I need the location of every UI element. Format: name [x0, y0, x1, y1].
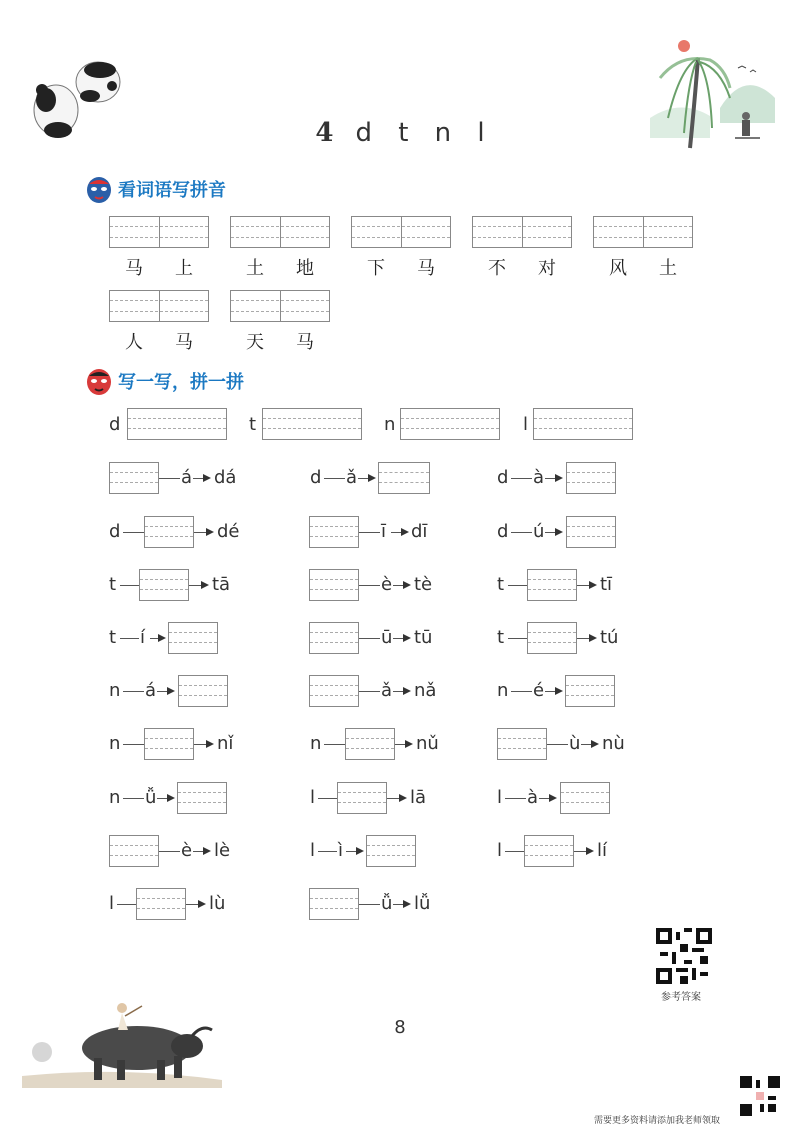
page-number: 8	[394, 1017, 406, 1038]
syllable-part: ǚ	[381, 893, 393, 914]
syllable-part: í	[140, 627, 146, 648]
syllable-part: d	[497, 521, 509, 542]
arrow-icon	[403, 687, 411, 695]
syllable-part: t	[109, 574, 117, 595]
syllable-part: ì	[338, 840, 344, 861]
syllable-part: ǎ	[346, 467, 358, 488]
syllable-result: tū	[414, 627, 433, 648]
syllable-result: lù	[209, 893, 226, 914]
arrow-icon	[158, 634, 166, 642]
syllable-result: dá	[214, 467, 237, 488]
answer-box[interactable]	[309, 622, 359, 654]
answer-label: 参考答案	[661, 992, 701, 1003]
syllable-part: è	[181, 840, 193, 861]
answer-box[interactable]	[378, 462, 430, 494]
pinyin-writing-box[interactable]	[593, 216, 693, 248]
syllable-result: lǚ	[414, 893, 431, 914]
syllable-part: d	[109, 521, 121, 542]
arrow-icon	[589, 581, 597, 589]
syllable-part: à	[527, 787, 539, 808]
syllable-result: nǔ	[416, 733, 439, 754]
word-label: 风 土	[609, 258, 677, 279]
pinyin-writing-box[interactable]	[230, 216, 330, 248]
arrow-icon	[356, 847, 364, 855]
syllable-part: l	[109, 893, 115, 914]
syllable-result: dī	[411, 521, 428, 542]
syllable-part: n	[109, 787, 121, 808]
arrow-icon	[403, 900, 411, 908]
syllable-part: n	[109, 680, 121, 701]
answer-box[interactable]	[497, 728, 547, 760]
syllable-part: ù	[569, 733, 581, 754]
lesson-letters: d t n l	[355, 118, 485, 148]
word-label: 天 马	[246, 332, 314, 353]
letter-d: d	[109, 414, 121, 435]
section-title-1: 看词语写拼音	[118, 180, 226, 201]
answer-box[interactable]	[144, 516, 194, 548]
syllable-part: l	[497, 840, 503, 861]
section-header-2	[86, 366, 244, 396]
syllable-result: tú	[600, 627, 619, 648]
ox-rider-illustration	[22, 996, 222, 1088]
answer-box[interactable]	[337, 782, 387, 814]
syllable-part: è	[381, 574, 393, 595]
syllable-part: ū	[381, 627, 393, 648]
syllable-part: ī	[381, 521, 387, 542]
answer-box[interactable]	[566, 462, 616, 494]
answer-box[interactable]	[309, 569, 359, 601]
section-title-2: 写一写，拼一拼	[118, 372, 244, 393]
answer-box[interactable]	[366, 835, 416, 867]
section-header-1	[86, 174, 226, 204]
syllable-result: nǐ	[217, 733, 234, 754]
word-label: 马 上	[125, 258, 193, 279]
arrow-icon	[399, 794, 407, 802]
letter-n: n	[384, 414, 396, 435]
lesson-number: 4	[315, 118, 334, 148]
letter-t: t	[249, 414, 257, 435]
syllable-result: dé	[217, 521, 240, 542]
answer-qr-code[interactable]	[656, 928, 712, 984]
arrow-icon	[555, 528, 563, 536]
syllable-part: ǎ	[381, 680, 393, 701]
arrow-icon	[167, 794, 175, 802]
pinyin-writing-box[interactable]	[230, 290, 330, 322]
answer-box[interactable]	[109, 462, 159, 494]
syllable-part: d	[497, 467, 509, 488]
word-label: 土 地	[246, 258, 314, 279]
syllable-result: tā	[212, 574, 231, 595]
arrow-icon	[555, 687, 563, 695]
teacher-contact-qr-code[interactable]	[740, 1076, 780, 1116]
arrow-icon	[555, 474, 563, 482]
syllable-part: l	[310, 840, 316, 861]
syllable-result: lā	[410, 787, 427, 808]
answer-box[interactable]	[527, 569, 577, 601]
syllable-part: à	[533, 467, 545, 488]
syllable-part: n	[109, 733, 121, 754]
syllable-part: á	[181, 467, 193, 488]
arrow-icon	[549, 794, 557, 802]
syllable-result: lè	[214, 840, 231, 861]
pinyin-writing-box[interactable]	[472, 216, 572, 248]
answer-box[interactable]	[177, 782, 227, 814]
opera-mask-blue-icon	[86, 174, 112, 204]
word-label: 不 对	[488, 258, 556, 279]
syllable-part: á	[145, 680, 157, 701]
syllable-result: lí	[597, 840, 608, 861]
answer-box[interactable]	[109, 835, 159, 867]
syllable-part: n	[497, 680, 509, 701]
arrow-icon	[203, 847, 211, 855]
answer-box[interactable]	[565, 675, 615, 707]
arrow-icon	[589, 634, 597, 642]
arrow-icon	[203, 474, 211, 482]
arrow-icon	[401, 528, 409, 536]
syllable-part: l	[497, 787, 503, 808]
arrow-icon	[403, 581, 411, 589]
syllable-part: l	[310, 787, 316, 808]
word-label: 下 马	[367, 258, 435, 279]
answer-box[interactable]	[144, 728, 194, 760]
letter-writing-box[interactable]	[400, 408, 500, 440]
arrow-icon	[405, 740, 413, 748]
answer-box[interactable]	[345, 728, 395, 760]
opera-mask-red-icon	[86, 366, 112, 396]
arrow-icon	[206, 740, 214, 748]
answer-box[interactable]	[524, 835, 574, 867]
answer-box[interactable]	[309, 675, 359, 707]
syllable-part: d	[310, 467, 322, 488]
arrow-icon	[201, 581, 209, 589]
syllable-part: é	[533, 680, 545, 701]
answer-box[interactable]	[168, 622, 218, 654]
answer-box[interactable]	[139, 569, 189, 601]
letter-writing-box[interactable]	[127, 408, 227, 440]
pinyin-writing-box[interactable]	[351, 216, 451, 248]
syllable-result: tè	[414, 574, 433, 595]
pinyin-writing-box[interactable]	[109, 216, 209, 248]
syllable-result: nǎ	[414, 680, 437, 701]
answer-box[interactable]	[527, 622, 577, 654]
footer-note: 需要更多资料请添加我老师领取	[594, 1116, 721, 1126]
syllable-part: t	[109, 627, 117, 648]
arrow-icon	[167, 687, 175, 695]
arrow-icon	[206, 528, 214, 536]
syllable-part: ǚ	[145, 787, 157, 808]
syllable-result: nù	[602, 733, 625, 754]
letter-writing-box[interactable]	[262, 408, 362, 440]
answer-box[interactable]	[136, 888, 186, 920]
syllable-result: tī	[600, 574, 613, 595]
syllable-part: t	[497, 627, 505, 648]
answer-box[interactable]	[309, 516, 359, 548]
arrow-icon	[368, 474, 376, 482]
arrow-icon	[403, 634, 411, 642]
letter-writing-box[interactable]	[533, 408, 633, 440]
syllable-part: t	[497, 574, 505, 595]
arrow-icon	[586, 847, 594, 855]
answer-box[interactable]	[560, 782, 610, 814]
pinyin-writing-box[interactable]	[109, 290, 209, 322]
answer-box[interactable]	[566, 516, 616, 548]
lesson-title	[0, 118, 800, 148]
answer-box[interactable]	[178, 675, 228, 707]
word-label: 人 马	[125, 332, 193, 353]
arrow-icon	[198, 900, 206, 908]
letter-l: l	[523, 414, 529, 435]
arrow-icon	[591, 740, 599, 748]
answer-box[interactable]	[309, 888, 359, 920]
syllable-part: ú	[533, 521, 545, 542]
syllable-part: n	[310, 733, 322, 754]
